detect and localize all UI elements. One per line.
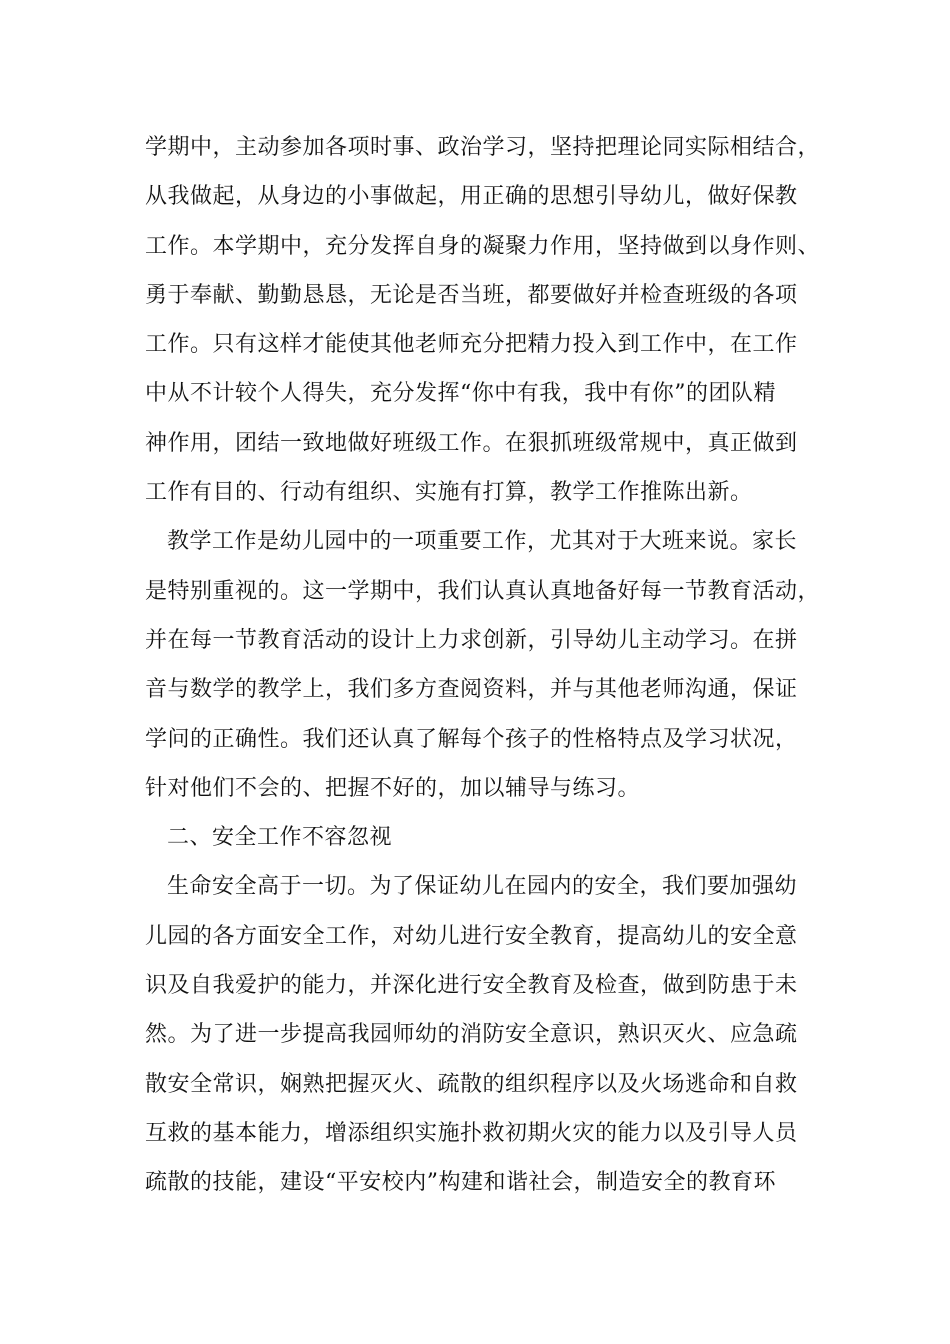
- text-line: 学期中，主动参加各项时事、政治学习，坚持把理论同实际相结合，: [145, 135, 821, 160]
- text-line: 音与数学的教学上，我们多方查阅资料，并与其他老师沟通，保证: [145, 677, 798, 703]
- text-line: 然。为了进一步提高我园师幼的消防安全意识，熟识灭火、应急疏: [145, 1022, 798, 1048]
- text-line: 疏散的技能，建设“平安校内”构建和谐社会，制造安全的教育环: [145, 1170, 776, 1196]
- text-line: 中从不计较个人得失，充分发挥“你中有我，我中有你”的团队精: [145, 381, 776, 407]
- text-line: 工作有目的、行动有组织、实施有打算，教学工作推陈出新。: [145, 480, 753, 506]
- text-line: 并在每一节教育活动的设计上力求创新，引导幼儿主动学习。在拼: [145, 627, 798, 653]
- text-line: 互救的基本能力，增添组织实施扑救初期火灾的能力以及引导人员: [145, 1120, 798, 1146]
- text-line: 教学工作是幼儿园中的一项重要工作，尤其对于大班来说。家长: [167, 529, 798, 555]
- document-body: [145, 123, 835, 1208]
- text-line: 工作。只有这样才能使其他老师充分把精力投入到工作中，在工作: [145, 332, 798, 358]
- text-line: 工作。本学期中，充分发挥自身的凝聚力作用，坚持做到以身作则、: [145, 233, 821, 259]
- text-line: 神作用，团结一致地做好班级工作。在狠抓班级常规中，真正做到: [145, 430, 798, 456]
- text-line: 勇于奉献、勤勤恳恳，无论是否当班，都要做好并检查班级的各项: [145, 282, 798, 308]
- text-line: 学问的正确性。我们还认真了解每个孩子的性格特点及学习状况，: [145, 726, 798, 752]
- text-line: 识及自我爱护的能力，并深化进行安全教育及检查，做到防患于未: [145, 973, 798, 999]
- text-line: 从我做起，从身边的小事做起，用正确的思想引导幼儿，做好保教: [145, 184, 798, 210]
- text-line: 生命安全高于一切。为了保证幼儿在园内的安全，我们要加强幼: [167, 874, 798, 900]
- text-line: 儿园的各方面安全工作，对幼儿进行安全教育，提高幼儿的安全意: [145, 923, 798, 949]
- text-line: 散安全常识，娴熟把握灭火、疏散的组织程序以及火场逃命和自救: [145, 1071, 798, 1097]
- text-line: 针对他们不会的、把握不好的，加以辅导与练习。: [145, 775, 641, 801]
- text-line: 是特别重视的。这一学期中，我们认真认真地备好每一节教育活动，: [145, 578, 821, 604]
- text-line: 二、安全工作不容忽视: [167, 825, 393, 851]
